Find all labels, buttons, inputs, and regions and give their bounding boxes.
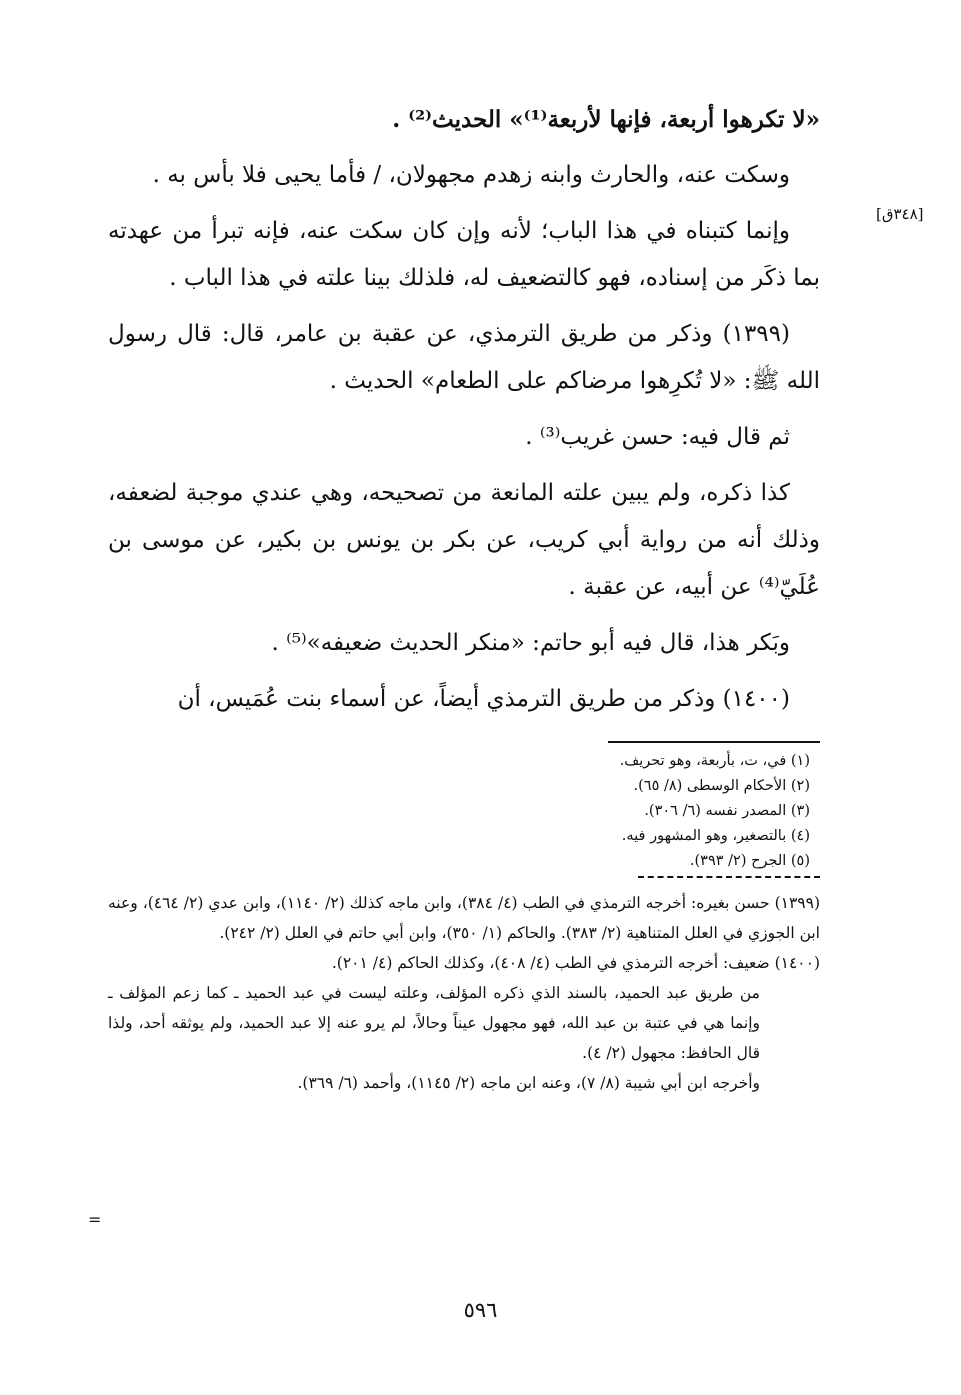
footnote: (٥) الجرح (٢/ ٣٩٣). — [689, 853, 810, 869]
main-paragraph: ثم قال فيه: حسن غريب⁽³⁾ . — [525, 424, 790, 450]
main-paragraph: وسكت عنه، والحارث وابنه زهدم مجهولان، / فأما يحيى فلا بأس به . — [152, 162, 790, 188]
footnote: (١) في، ت، بأربعة، وهو تحريف. — [619, 753, 810, 769]
note-paragraph: من طريق عبد الحميد، بالسند الذي ذكره المؤلف، وعلته ليست في عبد الحميد ـ كما زعم المؤلف ـ وإنما هي في عتبة بن عبد الله، فهو مجهول عيناً وحالاً، لم يرو عنه إلا عبد الحميد، ولم يوثقه أحد، ولذا قال الحافظ: مجهول (٢/ ٤). — [108, 984, 760, 1062]
note-1399: (١٣٩٩) حسن بغيره: أخرجه الترمذي في الطب (٤/ ٣٨٤)، وابن ماجه كذلك (٢/ ١١٤٠)، وابن عدي (٢/ ٤٦٤)، وعنه ابن الجوزي في العلل المتناهية (٢/ ٣٨٣). والحاكم (١/ ٣٥٠)، وابن أبي حاتم في العلل (٢/ ٢٤٢). — [108, 894, 821, 942]
footnote: (٢) الأحكام الوسطى (٨/ ٦٥). — [633, 778, 810, 794]
main-paragraph: وإنما كتبناه في هذا الباب؛ لأنه وإن كان سكت عنه، فإنه تبرأ من عهدته بما ذكَر من إسناده، فهو كالتضعيف له، فلذلك بينا علته في هذا الباب . — [108, 218, 820, 291]
main-paragraph: كذا ذكره، ولم يبين علته المانعة من تصحيحه، وهي عندي موجبة لضعفه، وذلك أنه من رواية أبي كريب، عن بكر بن يونس بن بكير، عن موسى بن عُلَيّ⁽⁴⁾ عن أبيه، عن عقبة . — [108, 480, 820, 600]
footnote: (٣) المصدر نفسه (٦/ ٣٠٦). — [644, 803, 810, 819]
notes-separator — [638, 876, 820, 878]
hadith-quote-line: «لا تكرهوا أربعة، فإنها لأربعة⁽¹⁾» الحديث⁽²⁾ . — [392, 106, 820, 133]
footnote-separator — [608, 741, 820, 743]
margin-folio-note: [٣٤٨ق] — [876, 205, 924, 223]
main-text — [108, 96, 820, 723]
note-1400: (١٤٠٠) ضعيف: أخرجه الترمذي في الطب (٤/ ٤٠٨)، وكذلك الحاكم (٤/ ٢٠١). — [331, 954, 820, 972]
takhrij-notes — [108, 888, 820, 1098]
continuation-mark: = — [88, 1210, 102, 1229]
page-body — [108, 96, 820, 1098]
note-paragraph: وأخرجه ابن أبي شيبة (٨/ ٧)، وعنه ابن ماجه (٢/ ١١٤٥)، وأحمد (٦/ ٣٦٩). — [297, 1074, 760, 1092]
footnote-list — [108, 749, 820, 874]
page-number: ٥٩٦ — [463, 1298, 498, 1322]
hadith-1399-paragraph: (١٣٩٩) وذكر من طريق الترمذي، عن عقبة بن عامر، قال: قال رسول الله ﷺ: «لا تُكرِهوا مرضاكم على الطعام» الحديث . — [108, 321, 820, 394]
footnote: (٤) بالتصغير، وهو المشهور فيه. — [621, 828, 810, 844]
hadith-1400-paragraph: (١٤٠٠) وذكر من طريق الترمذي أيضاً، عن أسماء بنت عُمَيس، أن — [177, 686, 790, 712]
main-paragraph: وبَكر هذا، قال فيه أبو حاتم: «منكر الحديث ضعيفه»⁽⁵⁾ . — [271, 630, 790, 656]
